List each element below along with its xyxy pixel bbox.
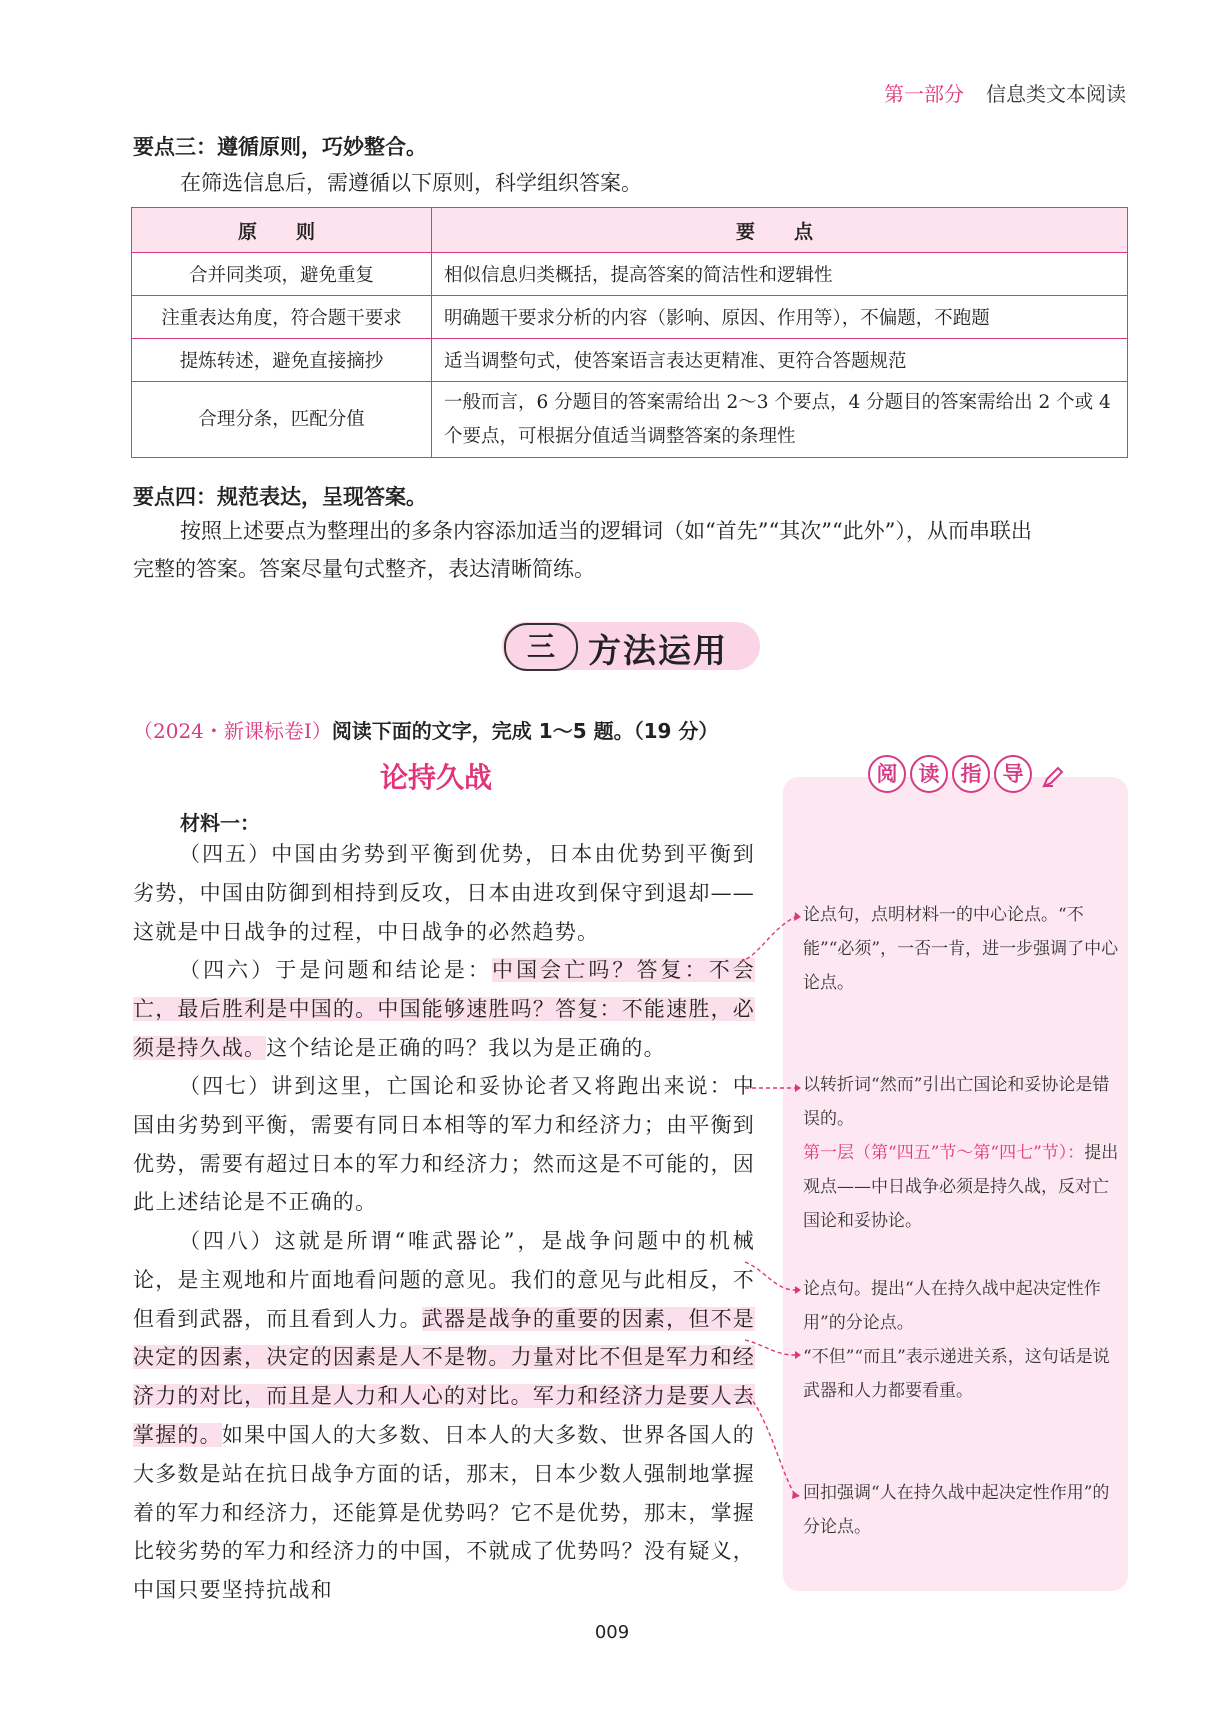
material-label: 材料一： (180, 811, 260, 835)
guide-note-1: 论点句，点明材料一的中心论点。“不能”“必须”，一否一肯，进一步强调了中心论点。 (803, 905, 1119, 993)
guide-note-4: 论点句。提出“人在持久战中起决定性作用”的分论点。 (803, 1279, 1101, 1333)
table-cell-principle: 提炼转述，避免直接摘抄 (132, 339, 432, 382)
highlight-thesis: 中国会亡吗？答复：不会亡，最后胜利是中国的。中国能够速胜吗？答复：不能速胜，必须是持久战。 (133, 958, 755, 1060)
header-title: 信息类文本阅读 (986, 82, 1126, 106)
table-cell-principle: 注重表达角度，符合题干要求 (132, 296, 432, 339)
table-header-point: 要 点 (432, 208, 1128, 253)
guide-char: 指 (952, 755, 990, 793)
arrow-note-6 (745, 1390, 795, 1495)
guide-note-5: “不但”“而且”表示递进关系，这句话是说武器和人力都要看重。 (803, 1347, 1110, 1401)
arrow-note-5 (745, 1340, 795, 1355)
guide-char: 读 (910, 755, 948, 793)
question-text: 阅读下面的文字，完成 1～5 题。（19 分） (331, 719, 719, 743)
table-cell-principle: 合理分条，匹配分值 (132, 382, 432, 458)
guide-char: 导 (994, 755, 1032, 793)
guide-note-3-label: 第一层（第“四五”节～第“四七”节）： (803, 1143, 1085, 1163)
page-number: 009 (594, 1622, 630, 1643)
guide-note-6: 回扣强调“人在持久战中起决定性作用”的分论点。 (803, 1483, 1110, 1537)
article-title: 论持久战 (380, 761, 493, 794)
table-header-principle: 原 则 (132, 208, 432, 253)
table-cell-point: 适当调整句式，使答案语言表达更精准、更符合答题规范 (432, 339, 1128, 382)
paragraph-48-a: （四八）这就是所谓“唯武器论”，是战争问题中的机械论，是主观地和片面地看问题的意见。我们的意见与此相反， (133, 1229, 755, 1292)
paragraph-45: （四五）中国由劣势到平衡到优势，日本由优势到平衡到劣势，中国由防御到相持到反攻，日本由进攻到保守到退却——这就是中日战争的过程，中日战争的必然趋势。 (133, 842, 755, 944)
point3-text: 在筛选信息后，需遵循以下原则，科学组织答案。 (180, 171, 642, 195)
highlight-comparison: 力量对比不但是军力和经济力的对比，而且是人力和人心的对比。 (133, 1345, 755, 1409)
table-cell-point: 明确题干要求分析的内容（影响、原因、作用等），不偏题，不跑题 (432, 296, 1128, 339)
paragraph-46-lead: （四六）于是问题和结论是： (179, 958, 493, 982)
arrow-note-1 (740, 917, 795, 962)
header-part: 第一部分 (884, 82, 964, 106)
arrow-note-4 (745, 1262, 795, 1290)
paragraph-47: （四七）讲到这里，亡国论和妥协论者又将跑出来说：中国由劣势到平衡，需要有同日本相等的军力和经济力；由平衡到优势，需要有超过日本的军力和经济力；然而这是不可能的，因此上述结论是不正确的。 (133, 1074, 755, 1215)
paragraph-48-f: 如果中国人的大多数、日本人的大多数、世界各国人的大多数是站在抗日战争方面的话，那末，日本少数人强制地掌握着的军力和经济力，还能算是优势吗？它不是优势，那末，掌握比较劣势的军力和经济力的中国，不就成了优势吗？没有疑义，中国只要坚持抗战和 (133, 1422, 755, 1603)
table-cell-principle: 合并同类项，避免重复 (132, 253, 432, 296)
guide-char: 阅 (868, 755, 906, 793)
point4-line2: 完整的答案。答案尽量句式整齐，表达清晰简练。 (133, 557, 595, 581)
table-cell-point: 一般而言，6 分题目的答案需给出 2～3 个要点，4 分题目的答案需给出 2 个或 4 个要点，可根据分值适当调整答案的条理性 (432, 382, 1128, 458)
highlight-grasp: 军力和经济力是要人去掌握的。 (133, 1384, 755, 1447)
question-source: （2024・新课标卷Ⅰ） (133, 719, 332, 743)
highlight-sub-thesis: 武器是战争的重要的因素，但不是决定的因素，决定的因素是人不是物。 (133, 1306, 755, 1370)
point4-line1: 按照上述要点为整理出的多条内容添加适当的逻辑词（如“首先”“其次”“此外”），从而串联出 (180, 519, 1032, 543)
guide-note-3-text: 提出观点——中日战争必须是持久战，反对亡国论和妥协论。 (803, 1143, 1119, 1231)
paragraph-48-b: 不但看到武器，而且看到人力。 (133, 1267, 755, 1331)
table-cell-point: 相似信息归类概括，提高答案的简洁性和逻辑性 (432, 253, 1128, 296)
guide-note-2: 以转折词“然而”引出亡国论和妥协论是错误的。 (803, 1075, 1110, 1129)
section-heading: 方法运用 (588, 631, 728, 670)
point3-heading: 要点三：遵循原则，巧妙整合。 (133, 135, 427, 159)
section-number: 三 (504, 623, 578, 671)
point4-heading: 要点四：规范表达，呈现答案。 (133, 485, 427, 509)
paragraph-46-tail: 这个结论是正确的吗？我以为是正确的。 (266, 1035, 666, 1060)
